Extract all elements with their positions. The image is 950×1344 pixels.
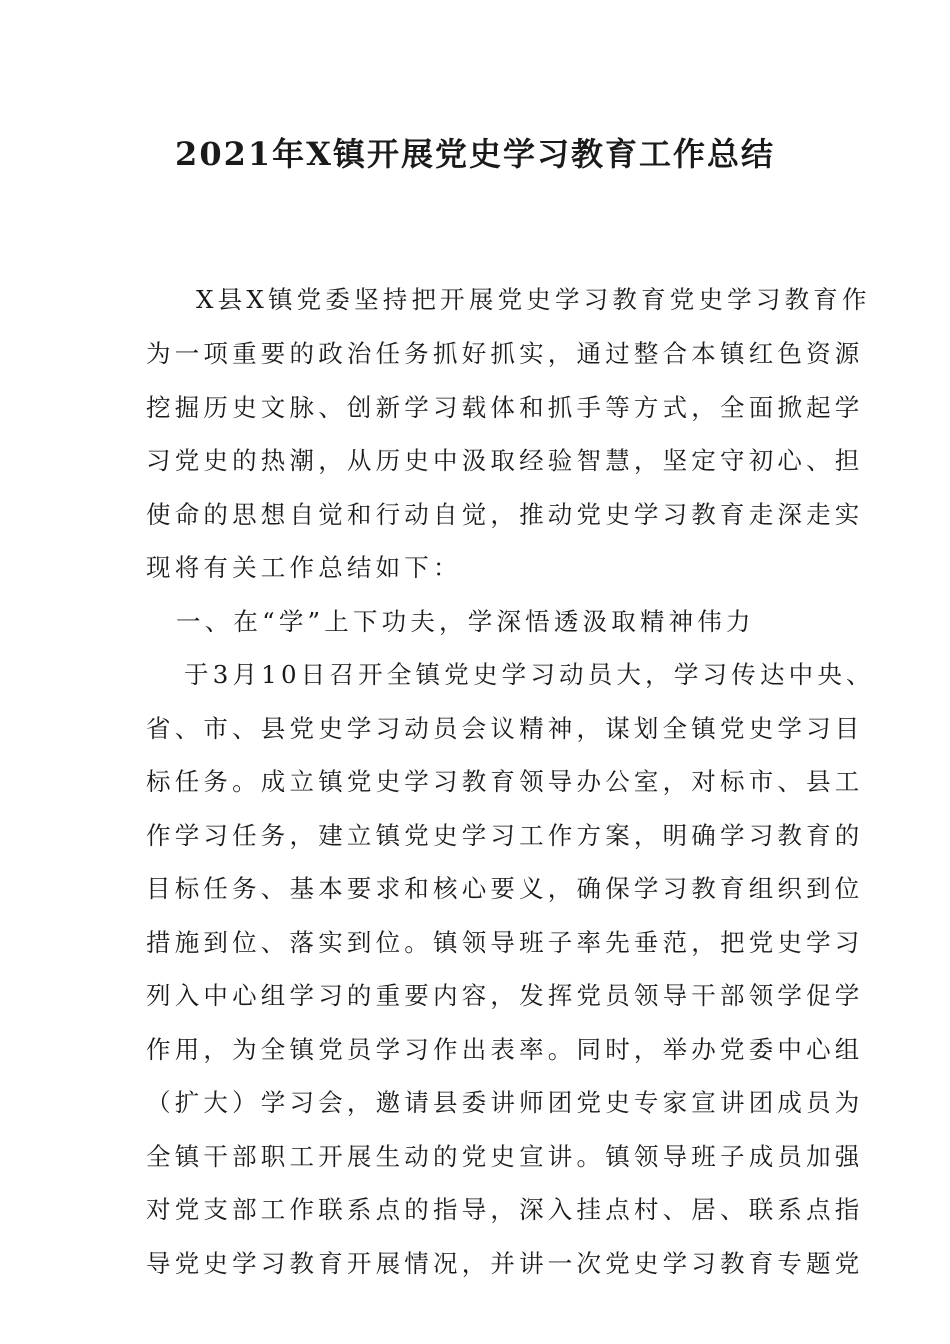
- paragraph-line-14: 列入中心组学习的重要内容，发挥党员领导干部领学促学: [146, 981, 864, 1010]
- paragraph-line-8: 于3月10日召开全镇党史学习动员大，学习传达中央、: [184, 660, 875, 689]
- section-heading: 一、在“学”上下功夫，学深悟透汲取精神伟力: [176, 607, 755, 636]
- paragraph-line-3: 挖掘历史文脉、创新学习载体和抓手等方式，全面掀起学: [146, 393, 864, 422]
- paragraph-line-17: 全镇干部职工开展生动的党史宣讲。镇领导班子成员加强: [146, 1142, 864, 1171]
- paragraph-line-5: 使命的思想自觉和行动自觉，推动党史学习教育走深走实: [146, 500, 864, 529]
- paragraph-line-6: 现将有关工作总结如下：: [146, 553, 462, 582]
- paragraph-line-1: X县X镇党委坚持把开展党史学习教育党史学习教育作: [196, 285, 871, 314]
- paragraph-line-18: 对党支部工作联系点的指导，深入挂点村、居、联系点指: [146, 1195, 864, 1224]
- document-title: 2021年X镇开展党史学习教育工作总结: [175, 135, 775, 173]
- paragraph-line-4: 习党史的热潮，从历史中汲取经验智慧，坚定守初心、担: [146, 446, 864, 475]
- paragraph-line-11: 作学习任务，建立镇党史学习工作方案，明确学习教育的: [146, 821, 864, 850]
- paragraph-line-10: 标任务。成立镇党史学习教育领导办公室，对标市、县工: [146, 767, 864, 796]
- paragraph-line-2: 为一项重要的政治任务抓好抓实，通过整合本镇红色资源: [146, 339, 864, 368]
- paragraph-line-15: 作用，为全镇党员学习作出表率。同时，举办党委中心组: [146, 1035, 864, 1064]
- paragraph-line-9: 省、市、县党史学习动员会议精神，谋划全镇党史学习目: [146, 714, 864, 743]
- paragraph-line-12: 目标任务、基本要求和核心要义，确保学习教育组织到位: [146, 874, 864, 903]
- paragraph-line-13: 措施到位、落实到位。镇领导班子率先垂范，把党史学习: [146, 928, 864, 957]
- paragraph-line-16: （扩大）学习会，邀请县委讲师团党史专家宣讲团成员为: [146, 1088, 864, 1117]
- paragraph-line-19: 导党史学习教育开展情况，并讲一次党史学习教育专题党: [146, 1249, 864, 1278]
